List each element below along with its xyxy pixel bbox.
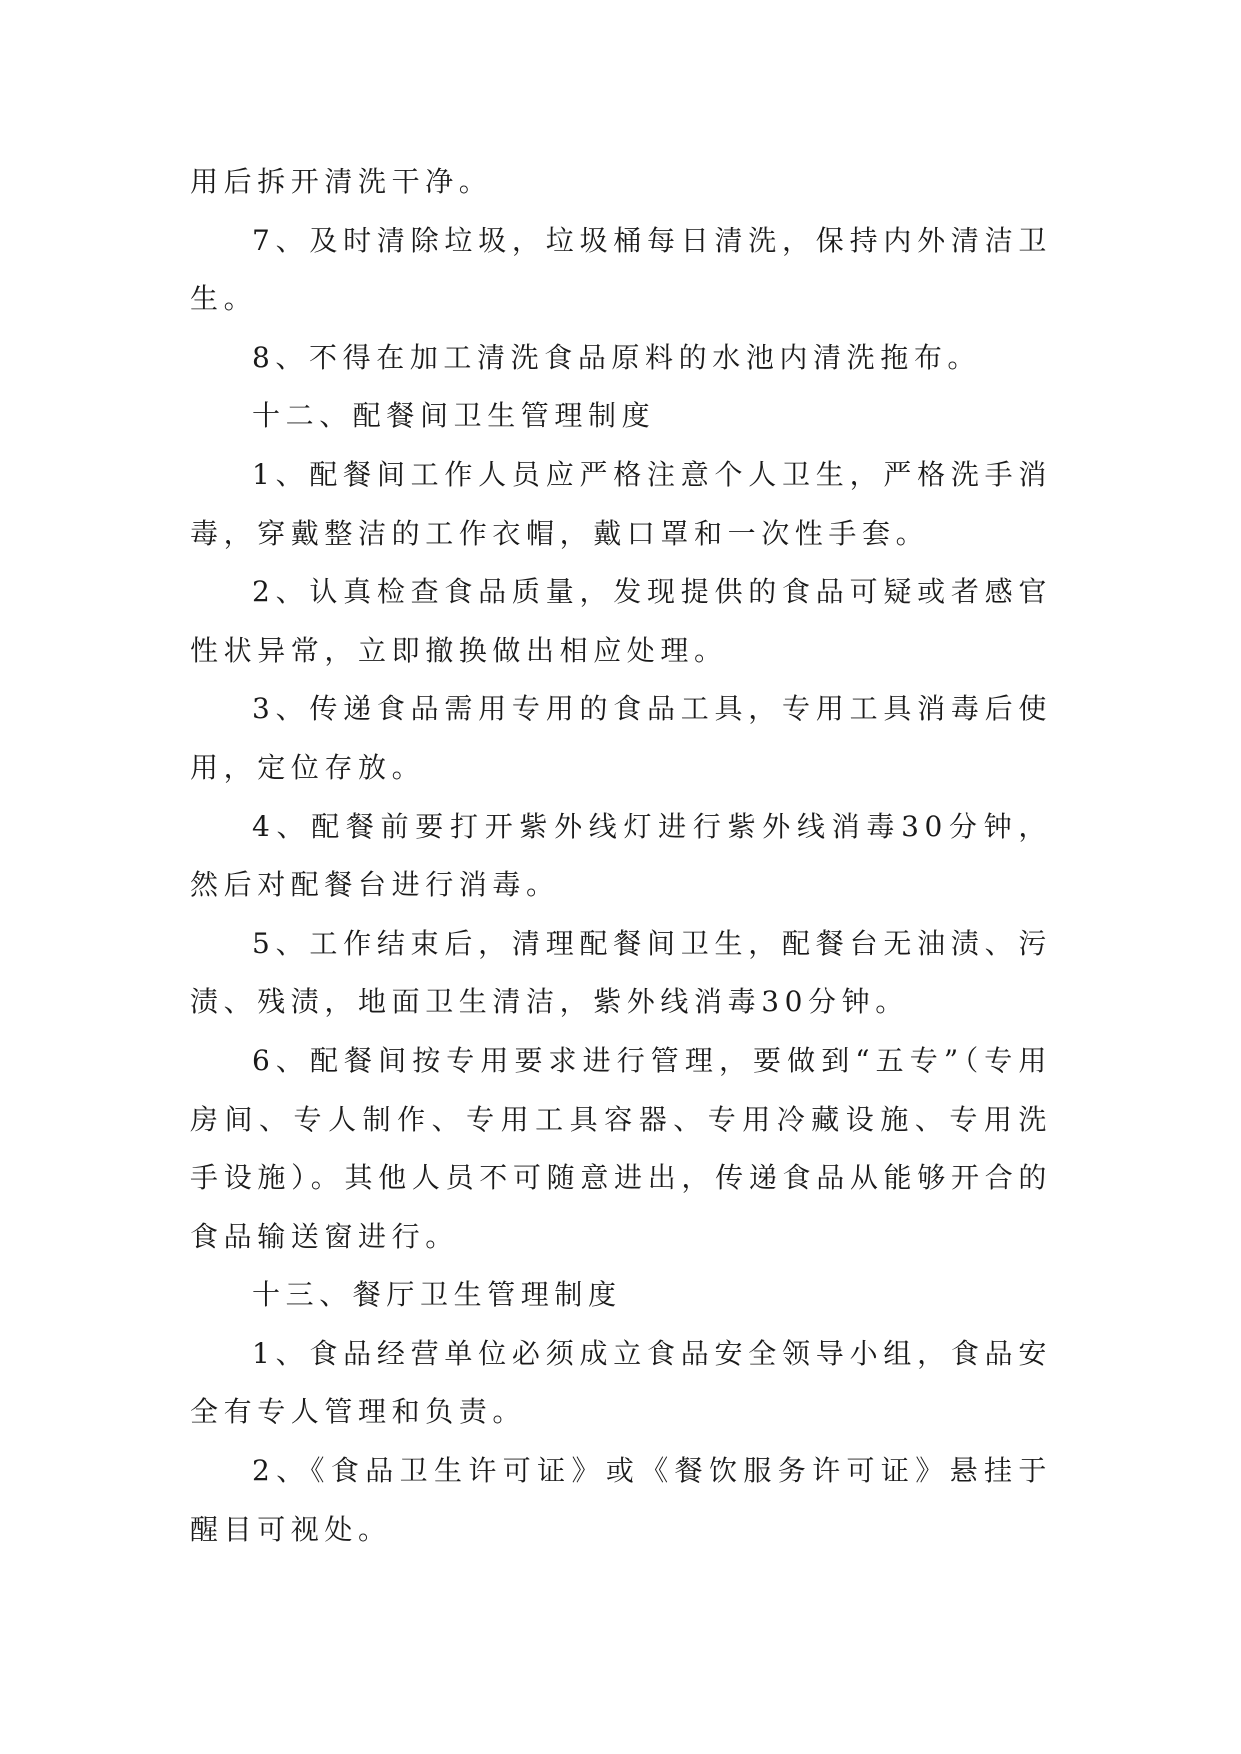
section-heading-13: 十三、餐厅卫生管理制度: [252, 1278, 622, 1312]
paragraph-item-7: 7、及时清除垃圾，垃圾桶每日清洗，保持内外清洁卫生。: [190, 223, 1052, 316]
paragraph-12-item-1: 1、配餐间工作人员应严格注意个人卫生，严格洗手消毒，穿戴整洁的工作衣帽，戴口罩和一次性手套。: [190, 457, 1052, 550]
paragraph-12-item-5: 5、工作结束后，清理配餐间卫生，配餐台无油渍、污渍、残渍，地面卫生清洁，紫外线消毒30分钟。: [190, 926, 1052, 1019]
paragraph-item-8: 8、不得在加工清洗食品原料的水池内清洗拖布。: [252, 340, 982, 374]
paragraph-12-item-4: 4、配餐前要打开紫外线灯进行紫外线消毒30分钟，然后对配餐台进行消毒。: [190, 809, 1052, 902]
paragraph-13-item-1: 1、食品经营单位必须成立食品安全领导小组，食品安全有专人管理和负责。: [190, 1336, 1052, 1429]
paragraph-12-item-6: 6、配餐间按专用要求进行管理，要做到“五专”（专用房间、专人制作、专用工具容器、专用冷藏设施、专用洗手设施）。其他人员不可随意进出，传递食品从能够开合的食品输送窗进行。: [190, 1043, 1052, 1253]
paragraph-12-item-3: 3、传递食品需用专用的食品工具，专用工具消毒后使用，定位存放。: [190, 692, 1052, 784]
paragraph-continuation: 用后拆开清洗干净。: [190, 165, 493, 198]
paragraph-12-item-2: 2、认真检查食品质量，发现提供的食品可疑或者感官性状异常，立即撤换做出相应处理。: [190, 575, 1052, 667]
section-heading-12: 十二、配餐间卫生管理制度: [252, 399, 656, 433]
paragraph-13-item-2: 2、《食品卫生许可证》或《餐饮服务许可证》悬挂于醒目可视处。: [190, 1454, 1052, 1546]
document-body: [190, 153, 1052, 1559]
